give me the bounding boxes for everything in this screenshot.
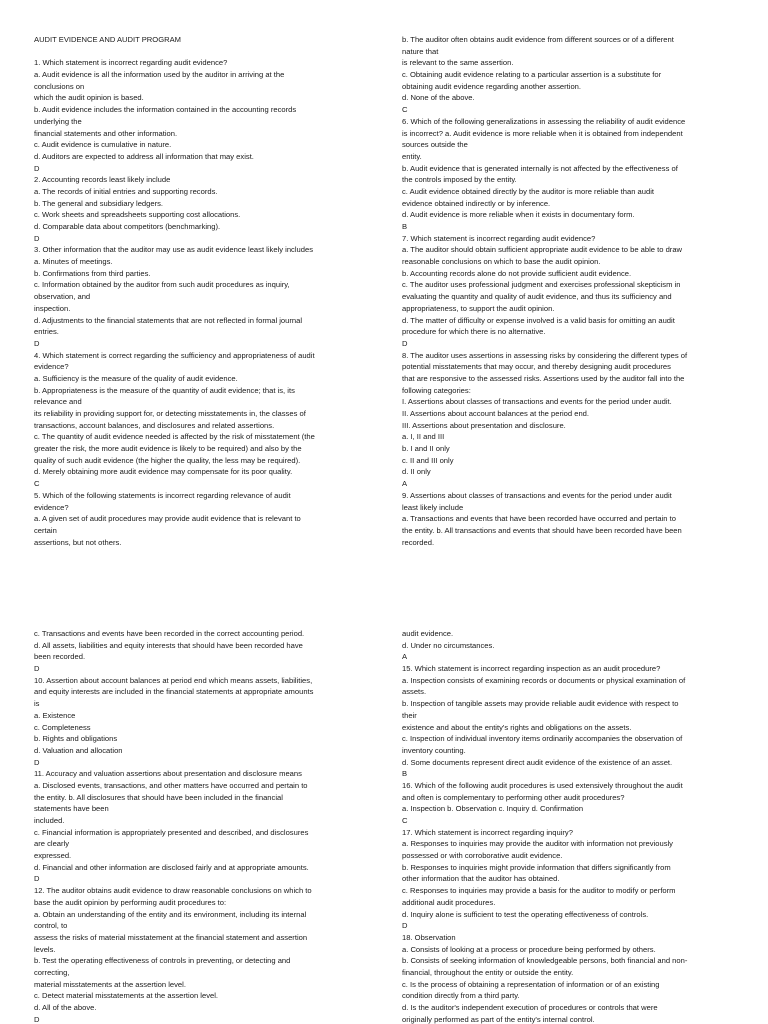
text-line: d. Is the auditor's independent execution of procedures or controls that were <box>402 1003 658 1012</box>
text-line: 6. Which of the following generalizations in assessing the reliability of audit evidence <box>402 116 686 126</box>
text-line: II. Assertions about account balances at the period end. <box>402 409 590 418</box>
text-line: are clearly <box>34 839 70 849</box>
text-line: relevance and <box>34 397 82 407</box>
text-line: 12. The auditor obtains audit evidence to draw reasonable conclusions on which to <box>34 886 312 896</box>
text-line: D <box>402 921 408 931</box>
text-line: d. Merely obtaining more audit evidence may compensate for its poor quality. <box>34 467 293 477</box>
column-bottom-right <box>402 628 742 1024</box>
text-line: underlying the <box>34 116 82 126</box>
text-line: b. The general and subsidiary ledgers. <box>34 198 164 208</box>
text-line: transactions, account balances, and disclosures and related assertions. <box>34 420 275 430</box>
text-line: 9. Assertions about classes of transactions and events for the period under audit <box>402 490 672 500</box>
text-line: a. Inspection consists of examining records or documents or physical examination of <box>402 675 686 685</box>
text-line: d. Under no circumstances. <box>402 640 495 650</box>
text-line: evidence? <box>34 362 69 372</box>
text-line: b. Test the operating effectiveness of controls in preventing, or detecting and <box>34 956 291 966</box>
text-line: C <box>402 105 408 115</box>
text-line: c. II and III only <box>402 455 454 465</box>
text-line: nature that <box>402 46 439 56</box>
text-line: a. Sufficiency is the measure of the quality of audit evidence. <box>34 373 238 383</box>
text-line: the controls imposed by the entity. <box>402 175 517 185</box>
text-line: III. Assertions about presentation and disclosure. <box>402 420 566 430</box>
text-line: the entity. b. All disclosures that should have been included in the financial <box>34 792 283 802</box>
column-top-left <box>34 34 372 548</box>
text-line: entries. <box>34 327 59 337</box>
text-line: b. Responses to inquiries might provide information that differs significantly from <box>402 862 671 872</box>
text-line: reasonable conclusions on which to base the audit opinion. <box>402 257 601 267</box>
text-line: greater the risk, the more audit evidence is likely to be required) and also by the <box>34 444 302 454</box>
text-line: b. Inspection of tangible assets may provide reliable audit evidence with respect to <box>402 699 679 709</box>
text-line: assess the risks of material misstatement at the financial statement and assertion <box>34 932 308 942</box>
text-line: B <box>402 769 408 779</box>
text-line: c. Transactions and events have been recorded in the correct accounting period. <box>34 629 305 638</box>
text-line: condition directly from a third party. <box>402 991 520 1001</box>
text-line: that are responsive to the assessed risks. Assertions used by the auditor fall into the <box>402 373 685 383</box>
text-line: c. The auditor uses professional judgment and exercises professional skepticism in <box>402 280 681 290</box>
text-line: a. Disclosed events, transactions, and other matters have occurred and pertain to <box>34 780 308 790</box>
text-line: D <box>34 1014 40 1024</box>
text-line: d. All assets, liabilities and equity interests that should have been recorded have <box>34 640 303 650</box>
text-line: c. Is the process of obtaining a representation of information or of an existing <box>402 979 660 989</box>
text-line: a. The auditor should obtain sufficient appropriate audit evidence to be able to draw <box>402 245 683 255</box>
text-line: D <box>34 338 40 348</box>
text-line: c. Audit evidence is cumulative in nature. <box>34 140 172 150</box>
text-line: d. Adjustments to the financial statements that are not reflected in formal journal <box>34 315 303 325</box>
text-line: 15. Which statement is incorrect regarding inspection as an audit procedure? <box>402 664 661 674</box>
text-line: d. Valuation and allocation <box>34 745 123 755</box>
text-line: assets. <box>402 687 427 697</box>
text-line: is <box>34 699 40 709</box>
text-line: the entity. b. All transactions and events that should have been recorded have been <box>402 525 682 535</box>
text-line: B <box>402 222 408 231</box>
text-line: c. Detect material misstatements at the assertion level. <box>34 991 219 1001</box>
text-line: D <box>34 233 40 243</box>
text-line: I. Assertions about classes of transactions and events for the period under audit. <box>402 397 672 407</box>
text-line: least likely include <box>402 502 464 512</box>
text-line: entity. <box>402 151 422 161</box>
text-line: 17. Which statement is incorrect regarding inquiry? <box>402 827 573 837</box>
text-line: a. The records of initial entries and supporting records. <box>34 186 218 196</box>
text-line: a. Obtain an understanding of the entity and its environment, including its internal <box>34 909 307 919</box>
text-line: c. Work sheets and spreadsheets supporting cost allocations. <box>34 210 241 220</box>
text-line: d. Audit evidence is more reliable when it exists in documentary form. <box>402 210 635 220</box>
text-line: A <box>402 652 408 662</box>
text-line: evidence obtained indirectly or by inference. <box>402 198 551 208</box>
text-line: 18. Observation <box>402 932 456 942</box>
text-line: expressed. <box>34 851 72 861</box>
text-line: d. Auditors are expected to address all information that may exist. <box>34 151 254 161</box>
text-line: C <box>34 479 40 489</box>
text-line: base the audit opinion by performing audit procedures to: <box>34 897 227 907</box>
text-line: 1. Which statement is incorrect regarding audit evidence? <box>34 58 228 68</box>
text-line: b. Rights and obligations <box>34 734 118 744</box>
text-line: c. Responses to inquiries may provide a basis for the auditor to modify or perform <box>402 886 676 896</box>
text-line: A <box>402 479 408 489</box>
text-line: 4. Which statement is correct regarding the sufficiency and appropriateness of audit <box>34 350 315 360</box>
text-line: a. Audit evidence is all the information used by the auditor in arriving at the <box>34 70 285 80</box>
text-line: observation, and <box>34 292 91 302</box>
text-line: D <box>34 163 40 173</box>
text-line: 2. Accounting records least likely include <box>34 175 171 185</box>
text-line: inspection. <box>34 303 71 313</box>
text-line: C <box>402 816 408 825</box>
text-line: evaluating the quantity and quality of audit evidence, and thus its sufficiency and <box>402 292 672 302</box>
text-line: c. Obtaining audit evidence relating to a particular assertion is a substitute for <box>402 70 662 80</box>
text-line: c. Information obtained by the auditor from such audit procedures as inquiry, <box>34 280 290 290</box>
text-line: D <box>34 757 40 767</box>
text-line: b. Audit evidence includes the information contained in the accounting records <box>34 105 297 115</box>
text-line: their <box>402 710 417 720</box>
text-line: sources outside the <box>402 140 468 150</box>
text-line: d. II only <box>402 467 431 477</box>
text-line: and often is complementary to performing other audit procedures? <box>402 792 625 802</box>
text-line: obtaining audit evidence regarding another assertion. <box>402 81 581 91</box>
text-line: c. Financial information is appropriately presented and described, and disclosures <box>34 827 309 837</box>
text-line: is relevant to the same assertion. <box>402 58 514 68</box>
text-line: evidence? <box>34 502 69 512</box>
text-line: d. The matter of difficulty or expense involved is a valid basis for omitting an audit <box>402 315 675 325</box>
text-line: d. Financial and other information are disclosed fairly and at appropriate amounts. <box>34 862 309 872</box>
text-line: 8. The auditor uses assertions in assessing risks by considering the different types of <box>402 350 688 360</box>
text-line: b. Audit evidence that is generated internally is not affected by the effectiveness of <box>402 163 678 173</box>
text-line: d. All of the above. <box>34 1003 97 1012</box>
text-line: financial statements and other information. <box>34 128 178 138</box>
text-line: is incorrect? a. Audit evidence is more reliable when it is obtained from independent <box>402 128 683 138</box>
text-line: appropriateness, to support the audit opinion. <box>402 303 555 313</box>
text-line: financial, throughout the entity or outside the entity. <box>402 967 574 977</box>
text-line: 11. Accuracy and valuation assertions about presentation and disclosure means <box>34 769 302 779</box>
text-line: 16. Which of the following audit procedures is used extensively throughout the audit <box>402 780 683 790</box>
text-line: c. The quantity of audit evidence needed is affected by the risk of misstatement (the <box>34 432 315 442</box>
text-line: a. Consists of looking at a process or procedure being performed by others. <box>402 944 656 954</box>
text-line: c. Audit evidence obtained directly by the auditor is more reliable than audit <box>402 186 655 196</box>
text-line: following categories: <box>402 385 471 395</box>
text-line: correcting, <box>34 967 70 977</box>
text-line: 5. Which of the following statements is incorrect regarding relevance of audit <box>34 490 291 500</box>
text-line: inventory counting. <box>402 745 466 755</box>
text-line: c. Completeness <box>34 722 91 732</box>
text-line: b. Appropriateness is the measure of the quantity of audit evidence; that is, its <box>34 385 295 395</box>
text-line: D <box>34 664 40 674</box>
text-line: d. None of the above. <box>402 93 475 103</box>
text-line: conclusions on <box>34 81 85 91</box>
text-line: a. I, II and III <box>402 432 445 442</box>
text-line: originally performed as part of the entity's internal control. <box>402 1014 595 1024</box>
text-line: b. I and II only <box>402 444 450 454</box>
text-line: 3. Other information that the auditor may use as audit evidence least likely includes <box>34 245 314 255</box>
text-line: a. Inspection b. Observation c. Inquiry d. Confirmation <box>402 804 584 814</box>
text-line: 10. Assertion about account balances at period end which means assets, liabilities, <box>34 675 313 685</box>
text-line: its reliability in providing support for, or detecting misstatements in, the classes of <box>34 409 306 418</box>
column-bottom-left <box>34 628 372 1024</box>
text-line: b. Confirmations from third parties. <box>34 268 151 278</box>
text-line: additional audit procedures. <box>402 897 496 907</box>
text-line: which the audit opinion is based. <box>34 93 144 103</box>
text-line: audit evidence. <box>402 629 454 638</box>
text-line: included. <box>34 816 65 825</box>
text-line: b. Accounting records alone do not provide sufficient audit evidence. <box>402 268 632 278</box>
text-line: a. Responses to inquiries may provide the auditor with information not previously <box>402 839 673 849</box>
text-line: procedure for which there is no alternative. <box>402 327 546 337</box>
text-line: a. Transactions and events that have been recorded have occurred and pertain to <box>402 514 676 524</box>
text-line: potential misstatements that may occur, and thereby designing audit procedures <box>402 362 671 372</box>
text-line: D <box>402 338 408 348</box>
text-line: existence and about the entity's rights and obligations on the assets. <box>402 722 632 732</box>
text-line: D <box>34 874 40 884</box>
text-line: a. Minutes of meetings. <box>34 257 113 267</box>
text-line: c. Inspection of individual inventory items ordinarily accompanies the observation of <box>402 734 683 744</box>
text-line: possessed or with corroborative audit evidence. <box>402 851 563 861</box>
text-line: other information that the auditor has obtained. <box>402 874 560 884</box>
text-line: material misstatements at the assertion level. <box>34 979 186 989</box>
text-line: been recorded. <box>34 652 86 662</box>
document-title: AUDIT EVIDENCE AND AUDIT PROGRAM <box>34 35 181 44</box>
text-line <box>34 46 372 58</box>
text-line: d. Inquiry alone is sufficient to test the operating effectiveness of controls. <box>402 909 649 919</box>
text-line: certain <box>34 525 57 535</box>
text-line: and equity interests are included in the financial statements at appropriate amounts <box>34 687 314 697</box>
text-line: 7. Which statement is incorrect regarding audit evidence? <box>402 233 596 243</box>
text-line: assertions, but not others. <box>34 537 122 547</box>
text-line: b. The auditor often obtains audit evidence from different sources or of a different <box>402 35 674 44</box>
text-line: quality of such audit evidence (the higher the quality, the less may be required). <box>34 455 301 465</box>
text-line: statements have been <box>34 804 109 814</box>
text-line: a. A given set of audit procedures may provide audit evidence that is relevant to <box>34 514 301 524</box>
text-line: levels. <box>34 944 56 954</box>
text-line: a. Existence <box>34 710 76 720</box>
text-line: recorded. <box>402 537 435 547</box>
text-line: control, to <box>34 921 68 931</box>
text-line: d. Comparable data about competitors (benchmarking). <box>34 222 221 231</box>
text-line: b. Consists of seeking information of knowledgeable persons, both financial and non- <box>402 956 688 966</box>
column-top-right <box>402 34 742 548</box>
text-line: d. Some documents represent direct audit evidence of the existence of an asset. <box>402 757 673 767</box>
